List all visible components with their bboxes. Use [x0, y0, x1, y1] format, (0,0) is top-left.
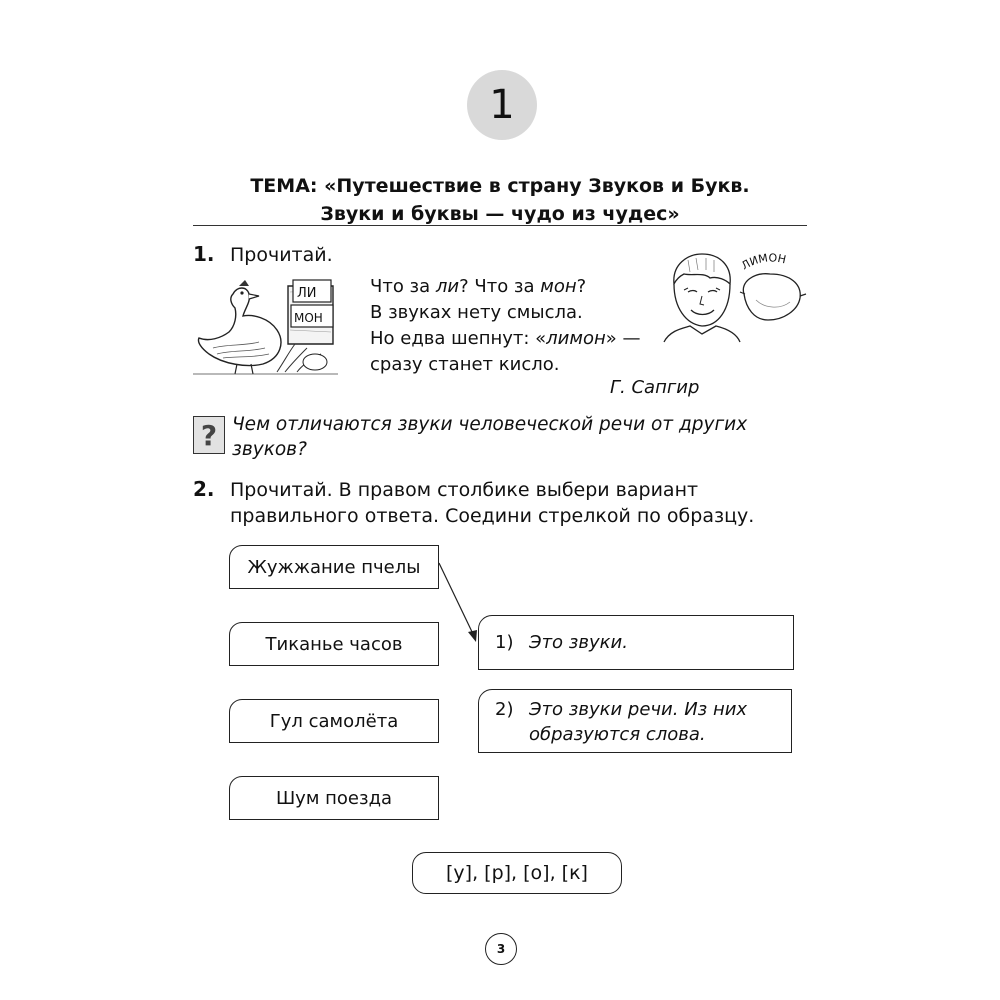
- answer-option-1[interactable]: [478, 615, 794, 670]
- poem-line-4: сразу станет кисло.: [370, 354, 560, 375]
- title-divider: [193, 225, 807, 226]
- sample-arrow: [430, 558, 490, 658]
- task-1-number: 1.: [193, 242, 215, 266]
- question-icon: ?: [193, 416, 225, 454]
- lemon-label: [739, 251, 787, 272]
- topic-line-1: ТЕМА: «Путешествие в страну Звуков и Букв.: [250, 175, 750, 197]
- task-1-instruction: Прочитай.: [230, 244, 333, 266]
- left-option-3[interactable]: Гул самолёта: [229, 699, 439, 743]
- topic-line-2: Звуки и буквы — чудо из чудес»: [320, 203, 680, 225]
- left-option-4[interactable]: Шум поезда: [229, 776, 439, 820]
- duck-with-sign-illustration: [193, 272, 338, 377]
- sounds-box: [у], [р], [о], [к]: [412, 852, 622, 894]
- page-number: 3: [485, 933, 517, 965]
- poem-text: Что за: [370, 276, 436, 297]
- poem-word-limon: лимон: [546, 328, 606, 349]
- answer-1-text: Это звуки.: [529, 632, 628, 653]
- lemon-label-text: ЛИМОН: [739, 251, 788, 273]
- answer-option-2[interactable]: [478, 689, 792, 753]
- poem-line-2: В звуках нету смысла.: [370, 302, 583, 323]
- answer-2-text-line-1: Это звуки речи. Из них: [529, 699, 748, 720]
- poem-text: ?: [576, 276, 587, 297]
- answer-2-number: 2): [495, 699, 514, 720]
- poem-line-3: [370, 326, 640, 352]
- left-option-1[interactable]: Жужжание пчелы: [229, 545, 439, 589]
- answer-2-text-line-2: образуются слова.: [529, 724, 706, 745]
- left-option-2[interactable]: Тиканье часов: [229, 622, 439, 666]
- poem-syllable-li: ли: [435, 276, 460, 297]
- poem-syllable-mon: мон: [540, 276, 577, 297]
- answer-1-number: 1): [495, 632, 514, 653]
- poem-author: Г. Сапгир: [610, 377, 700, 398]
- task-2-number: 2.: [193, 477, 215, 501]
- task-2-instruction: Прочитай. В правом столбике выбери вариант правильного ответа. Соедини стрелкой по образцу.: [230, 479, 755, 527]
- sign-bottom-text: МОН: [294, 311, 323, 325]
- poem-text: Но едва шепнут: «: [370, 328, 547, 349]
- lesson-number-badge: [467, 70, 537, 140]
- boy-with-lemon-illustration: [660, 250, 810, 345]
- poem-text: ? Что за: [459, 276, 541, 297]
- poem: [370, 274, 640, 378]
- poem-text: » —: [605, 328, 641, 349]
- lesson-number: 1: [489, 82, 515, 128]
- poem-line-1: [370, 274, 640, 300]
- question-text: Чем отличаются звуки человеческой речи от других звуков?: [232, 414, 748, 460]
- sign-top-text: ЛИ: [297, 286, 317, 301]
